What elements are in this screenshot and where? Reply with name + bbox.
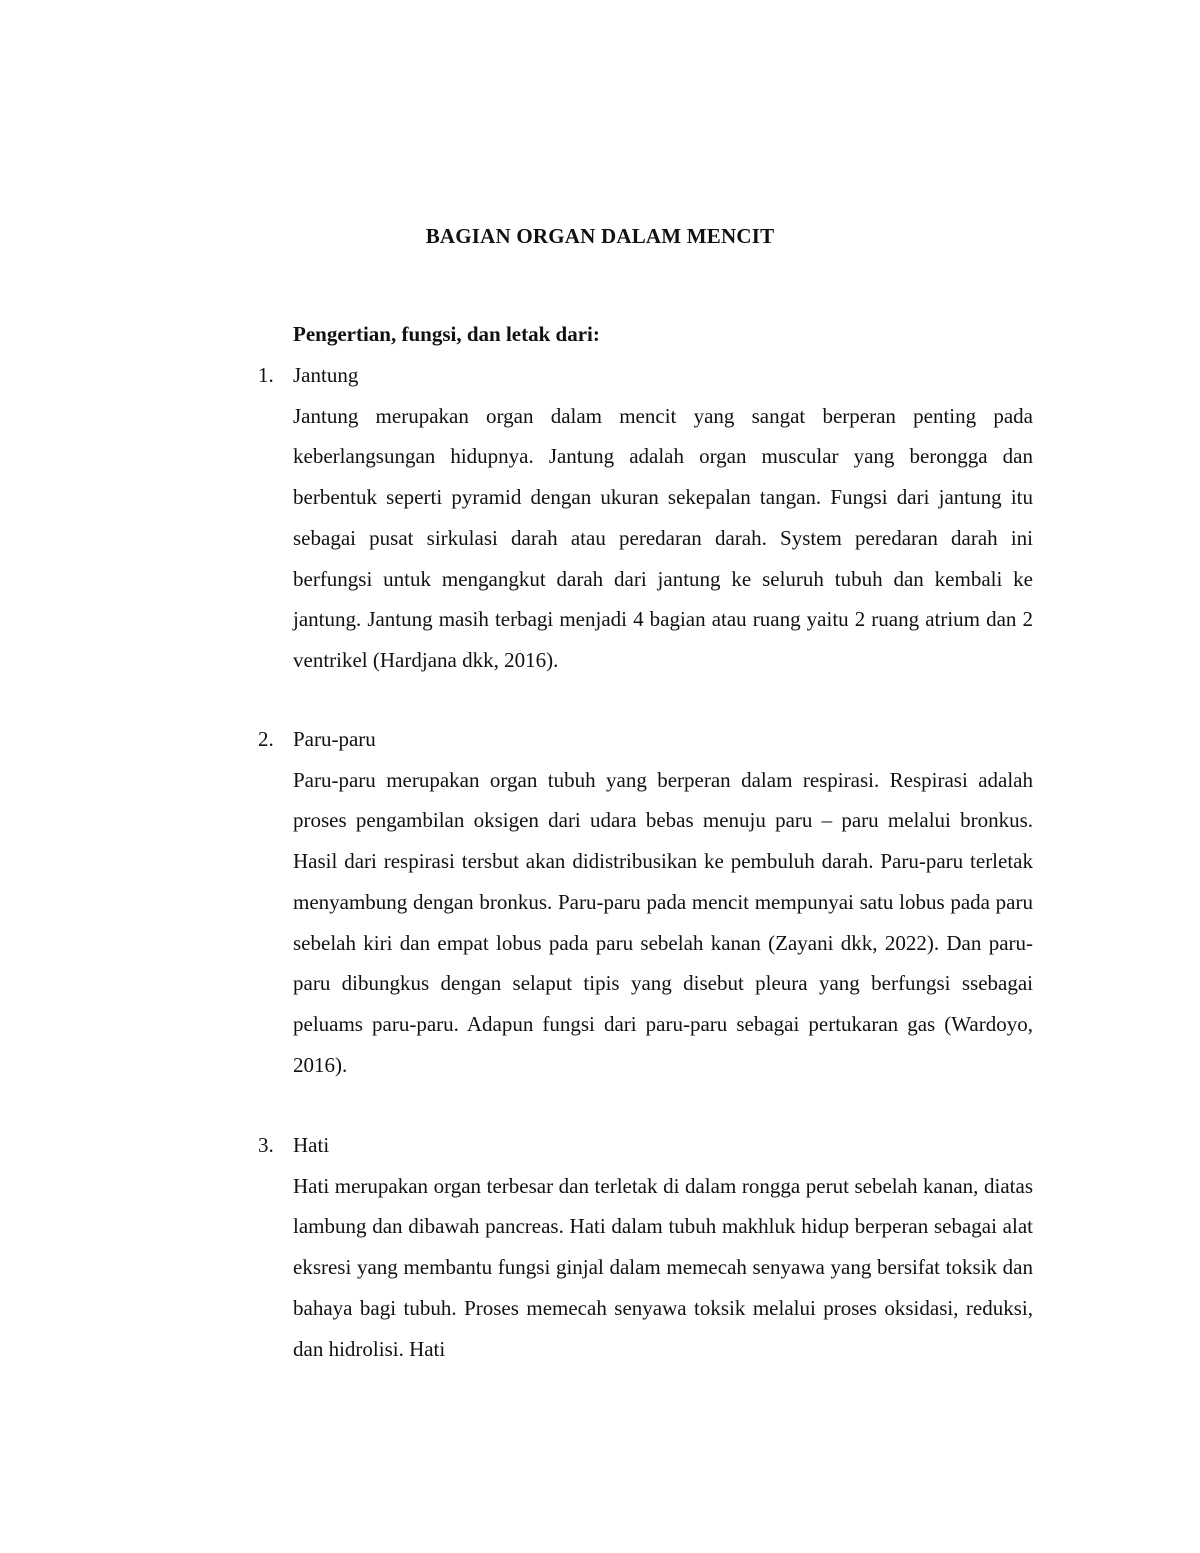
list-item-number: 1. [258,363,274,387]
list-item-number: 3. [258,1133,274,1157]
document-title: BAGIAN ORGAN DALAM MENCIT [425,224,775,248]
list-item-title: Paru-paru [293,727,376,751]
section-heading: Pengertian, fungsi, dan letak dari: [293,322,600,346]
list-item-paragraph: Paru-paru merupakan organ tubuh yang berperan dalam respirasi. Respirasi adalah proses pengambilan oksigen dari udara bebas menuju paru – paru melalui bronkus. Hasil dari respirasi tersbut akan didistribusikan ke pembuluh darah. Paru-paru terletak menyambung dengan bronkus. Paru-paru pada mencit mempunyai satu lobus pada paru sebelah kiri dan empat lobus pada paru sebelah kanan (Zayani dkk, 2022). Dan paru-paru dibungkus dengan selaput tipis yang disebut pleura yang berfungsi ssebagai peluams paru-paru. Adapun fungsi dari paru-paru sebagai pertukaran gas (Wardoyo, 2016). [293,767,1033,1077]
list-item-paragraph: Hati merupakan organ terbesar dan terletak di dalam rongga perut sebelah kanan, diatas lambung dan dibawah pancreas. Hati dalam tubuh makhluk hidup berperan sebagai alat eksresi yang membantu fungsi ginjal dalam memecah senyawa yang bersifat toksik dan bahaya bagi tubuh. Proses memecah senyawa toksik melalui proses oksidasi, reduksi, dan hidrolisi. Hati [293,1173,1033,1361]
list-item-paragraph: Jantung merupakan organ dalam mencit yang sangat berperan penting pada keberlangsungan hidupnya. Jantung adalah organ muscular yang berongga dan berbentuk seperti pyramid dengan ukuran sekepalan tangan. Fungsi dari jantung itu sebagai pusat sirkulasi darah atau peredaran darah. System peredaran darah ini berfungsi untuk mengangkut darah dari jantung ke seluruh tubuh dan kembali ke jantung. Jantung masih terbagi menjadi 4 bagian atau ruang yaitu 2 ruang atrium dan 2 ventrikel (Hardjana dkk, 2016). [293,403,1033,672]
list-item-title: Jantung [293,363,359,387]
list-item-title: Hati [293,1133,330,1157]
list-item-number: 2. [258,727,274,751]
